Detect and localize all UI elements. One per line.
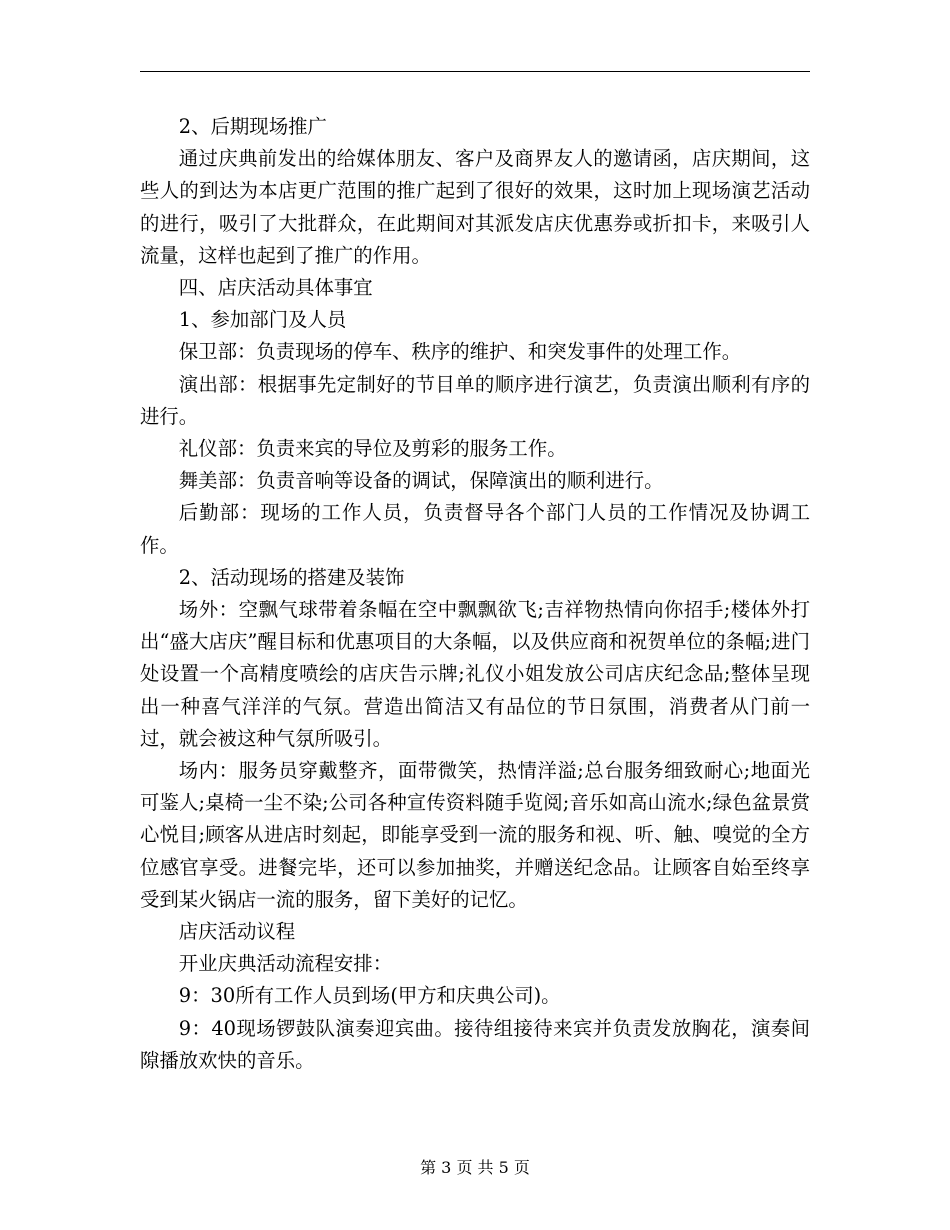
paragraph-security-dept: 保卫部：负责现场的停车、秩序的维护、和突发事件的处理工作。 xyxy=(178,340,742,364)
header-rule xyxy=(140,71,810,72)
paragraph-promotion-detail: 通过庆典前发出的给媒体朋友、客户及商界友人的邀请函，店庆期间，这些人的到达为本店更广范围的推广起到了很好的效果，这时加上现场演艺活动的进行，吸引了大批群众，在此期间对其派发店庆优惠券或折扣卡，来吸引人流量，这样也起到了推广的作用。 xyxy=(140,147,810,267)
paragraph-performance-dept: 演出部：根据事先定制好的节目单的顺序进行演艺，负责演出顺利有序的进行。 xyxy=(140,372,810,428)
heading-venue-setup: 2、活动现场的搭建及装饰 xyxy=(178,565,405,589)
paragraph-agenda-intro: 开业庆典活动流程安排： xyxy=(178,952,393,976)
paragraph-logistics-dept: 后勤部：现场的工作人员，负责督导各个部门人员的工作情况及协调工作。 xyxy=(140,501,810,557)
heading-section-four: 四、店庆活动具体事宜 xyxy=(178,276,373,300)
heading-later-promotion: 2、后期现场推广 xyxy=(178,115,327,138)
document-body xyxy=(140,111,810,1077)
paragraph-stage-dept: 舞美部：负责音响等设备的调试，保障演出的顺利进行。 xyxy=(178,469,664,493)
paragraph-outdoor: 场外：空飘气球带着条幅在空中飘飘欲飞;吉祥物热情向你招手;楼体外打出“盛大店庆”醒目标和优惠项目的大条幅，以及供应商和祝贺单位的条幅;进门处设置一个高精度喷绘的店庆告示牌;礼仪小姐发放公司店庆纪念品;整体呈现出一种喜气洋洋的气氛。营造出简洁又有品位的节日氛围，消费者从门前一过，就会被这种气氛所吸引。 xyxy=(140,598,810,750)
paragraph-indoor: 场内：服务员穿戴整齐，面带微笑，热情洋溢;总台服务细致耐心;地面光可鉴人;桌椅一尘不染;公司各种宣传资料随手览阅;音乐如高山流水;绿色盆景赏心悦目;顾客从进店时刻起，即能享受到一流的服务和视、听、触、嗅觉的全方位感官享受。进餐完毕，还可以参加抽奖，并赠送纪念品。让顾客自始至终享受到某火锅店一流的服务，留下美好的记忆。 xyxy=(140,759,810,911)
heading-agenda: 店庆活动议程 xyxy=(178,920,296,944)
heading-departments: 1、参加部门及人员 xyxy=(178,308,347,332)
paragraph-etiquette-dept: 礼仪部：负责来宾的导位及剪彩的服务工作。 xyxy=(178,437,567,461)
page-number-footer: 第 3 页 共 5 页 xyxy=(420,1158,530,1177)
paragraph-agenda-0940: 9：40现场锣鼓队演奏迎宾曲。接待组接待来宾并负责发放胸花，演奏间隙播放欢快的音乐。 xyxy=(140,1016,810,1072)
paragraph-agenda-0930: 9：30所有工作人员到场(甲方和庆典公司)。 xyxy=(178,984,561,1008)
